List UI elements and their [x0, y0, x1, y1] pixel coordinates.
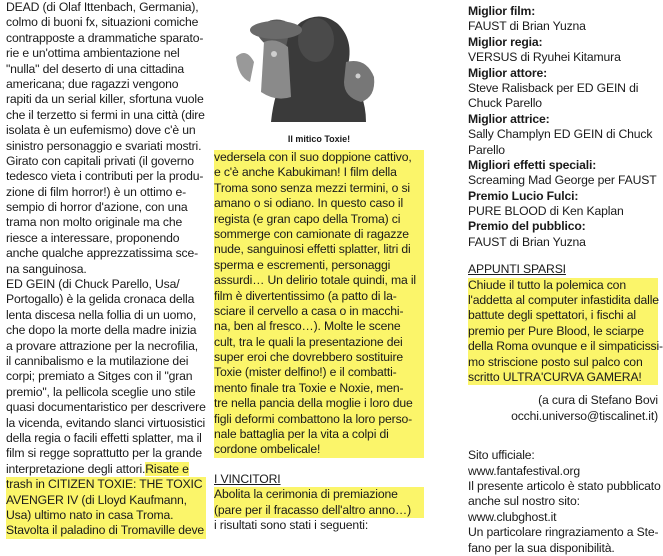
text-line: e c'è anche Kabukiman! I film della — [214, 165, 397, 180]
award-value: FAUST di Brian Yuzna — [468, 234, 586, 249]
award-label: Miglior attore: — [468, 65, 547, 80]
award-value: PURE BLOOD di Ken Kaplan — [468, 204, 624, 219]
text-line: na, ben al fresco…). Molte le scene — [214, 319, 401, 334]
text-line: che dopo la morte della madre inizia — [6, 323, 197, 338]
text-line: americana; due ragazzi vengono — [6, 76, 179, 91]
text-line: film si regge soprattutto per la grande — [6, 446, 203, 461]
text-line: della regia o facili effetti splatter, ma il — [6, 430, 202, 445]
text-line: sperma e escrementi, personaggi — [214, 257, 391, 272]
website-link[interactable]: www.fantafestival.org — [468, 463, 581, 478]
text-line: Chiude il tutto la polemica con — [468, 277, 626, 292]
text-line: cult, tra le quali la presentazione dei — [214, 334, 403, 349]
text-line: Girato con capitali privati (il governo — [6, 153, 194, 168]
award-value: VERSUS di Ryuhei Kitamura — [468, 50, 621, 65]
text-fragment: interpretazione degli attori. — [6, 461, 146, 476]
text-line: nude, sanguinosi effetti splatter, litri di — [214, 242, 411, 257]
text-line: fano per la sua disponibilità. — [468, 540, 615, 555]
text-line: tre nella pancia della moglie i loro due — [214, 396, 413, 411]
award-label: Miglior attrice: — [468, 111, 550, 126]
award-label: Migliori effetti speciali: — [468, 157, 597, 172]
text-line: amano o si odiano. In questo caso il — [214, 196, 404, 211]
text-line: sommerge con camionate di ragazze — [214, 226, 409, 241]
award-label: Miglior film: — [468, 4, 536, 18]
text-line: ED GEIN (di Chuck Parello, Usa/ — [6, 277, 180, 292]
text-line: anche sul nostro sito: — [468, 494, 580, 509]
text-line: quasi documentaristico per descrivere — [6, 400, 206, 415]
text-line: premio", la pellicola sceglie uno stile — [6, 384, 196, 399]
text-line: Portogallo) è la gelida cronaca della — [6, 292, 195, 307]
section-heading-vincitori: I VINCITORI — [214, 471, 281, 486]
award-value: Steve Ralisback per ED GEIN di — [468, 80, 639, 95]
award-label: Premio Lucio Fulci: — [468, 188, 579, 203]
highlighted-paragraph — [214, 150, 424, 458]
text-line: della Roma ovunque e il simpaticissi- — [468, 339, 663, 354]
text-line: zione di film horror!) è un ottimo e- — [6, 184, 187, 199]
highlighted-paragraph — [6, 477, 206, 539]
text-line: Stavolta il paladino di Tromaville deve — [6, 523, 205, 538]
toxie-photo — [216, 2, 422, 122]
award-value: FAUST di Brian Yuzna — [468, 19, 586, 34]
award-value: Parello — [468, 142, 505, 157]
text-line: la vicenda, evitando slanci virtuosistici — [6, 415, 206, 430]
text-line: regista (e gran capo della Troma) ci — [214, 211, 401, 226]
text-line: Abolita la cerimonia di premiazione — [214, 487, 398, 502]
website-link[interactable]: www.clubghost.it — [468, 509, 557, 524]
text-line: Toxie (mister delfino!) e il combatti- — [214, 365, 397, 380]
article-column-2 — [214, 150, 424, 533]
text-line: Troma sono senza mezzi termini, o si — [214, 180, 410, 195]
award-value: Screaming Mad George per FAUST — [468, 173, 657, 188]
author-credit: (a cura di Stefano Bovi — [538, 393, 658, 408]
text-line: "nulla" del deserto di una cittadina — [6, 61, 185, 76]
text-line: trama non molto originale ma che — [6, 215, 183, 230]
article-column-3 — [468, 4, 663, 556]
text-line: cordone ombelicale! — [214, 442, 321, 457]
section-heading-appunti: APPUNTI SPARSI — [468, 262, 566, 277]
text-line: corpi; premiato a Sitges con il "gran — [6, 369, 193, 384]
text-line: battute degli spettatori, i fischi al — [468, 308, 636, 323]
text-line: figli deformi combattono la loro perso- — [214, 411, 413, 426]
award-value: Chuck Parello — [468, 96, 542, 111]
text-line: scritto ULTRA'CURVA GAMERA! — [468, 369, 642, 384]
highlighted-fragment: Risate e — [145, 461, 189, 476]
award-label: Premio del pubblico: — [468, 219, 586, 234]
text-line: premio per Pure Blood, le sciarpe — [468, 323, 644, 338]
text-line: che il terzetto si fermi in una città (dire — [6, 107, 205, 122]
text-line: trash in CITIZEN TOXIE: THE TOXIC — [6, 477, 203, 492]
highlighted-paragraph — [214, 487, 424, 518]
text-line: AVENGER IV (di Lloyd Kaufmann, — [6, 492, 187, 507]
text-line: sinistro personaggio e svariati mostri. — [6, 138, 202, 153]
text-line: (pare per il fracasso dell'altro anno…) — [214, 502, 411, 517]
highlighted-paragraph — [468, 277, 663, 386]
text-line: na sanguinosa. — [6, 261, 87, 276]
text-line: i risultati sono stati i seguenti: — [214, 517, 369, 532]
text-line: film è divertentissimo (a patto di la- — [214, 288, 397, 303]
text-line: rie e un'ottima ambientazione nel — [6, 46, 180, 61]
image-caption: Il mitico Toxie! — [287, 134, 351, 144]
text-line: sempio di horror d'azione, con una — [6, 200, 188, 215]
text-line: mento finale tra Toxie e Noxie, men- — [214, 380, 404, 395]
text-line: l'addetta al computer infastidita dalle — [468, 293, 659, 308]
text-line: il cannibalismo e la mutilazione dei — [6, 353, 189, 368]
text-line: Il presente articolo è stato pubblicato — [468, 478, 661, 493]
text-line: vedersela con il suo doppione cattivo, — [214, 150, 412, 164]
text-line: riesce a interessare, proponendo — [6, 230, 180, 245]
author-email: occhi.universo@tiscalinet.it) — [511, 408, 658, 423]
award-label: Miglior regia: — [468, 34, 543, 49]
text-line: nale battaglia per la vita a colpi di — [214, 427, 389, 442]
text-line: lenta discesa nella follia di un uomo, — [6, 307, 197, 322]
award-value: Sally Champlyn ED GEIN di Chuck — [468, 127, 653, 142]
text-line: mo striscione posto sul palco con — [468, 354, 643, 369]
text-line: rapiti da un serial killer, sfortuna vuole — [6, 92, 204, 107]
text-line: a provare attrazione per la necrofilia, — [6, 338, 198, 353]
article-column-1 — [6, 0, 206, 539]
text-line: contrapposte a drammatiche sparato- — [6, 30, 204, 45]
text-line: tedesco vieta i contributi per la produ- — [6, 169, 204, 184]
text-line: Usa) ultimo nato in casa Troma. — [6, 507, 174, 522]
text-line: isolata è un eufemismo) dove c'è un — [6, 123, 196, 138]
text-line: assurdi… Un delirio totale quindi, ma il — [214, 273, 416, 288]
text-line: super eroi che dovrebbero sostituire — [214, 350, 404, 365]
text-line: sciare il cervello a casa o in macchi- — [214, 303, 404, 318]
text-line: anche qualche apprezzatissima sce- — [6, 246, 199, 261]
text-line: DEAD (di Olaf Ittenbach, Germania), — [6, 0, 199, 14]
text-line: Sito ufficiale: — [468, 448, 535, 463]
text-line: Un particolare ringraziamento a Ste- — [468, 525, 659, 540]
text-line: colmo di buoni fx, situazioni comiche — [6, 15, 199, 30]
text-line — [6, 462, 206, 477]
